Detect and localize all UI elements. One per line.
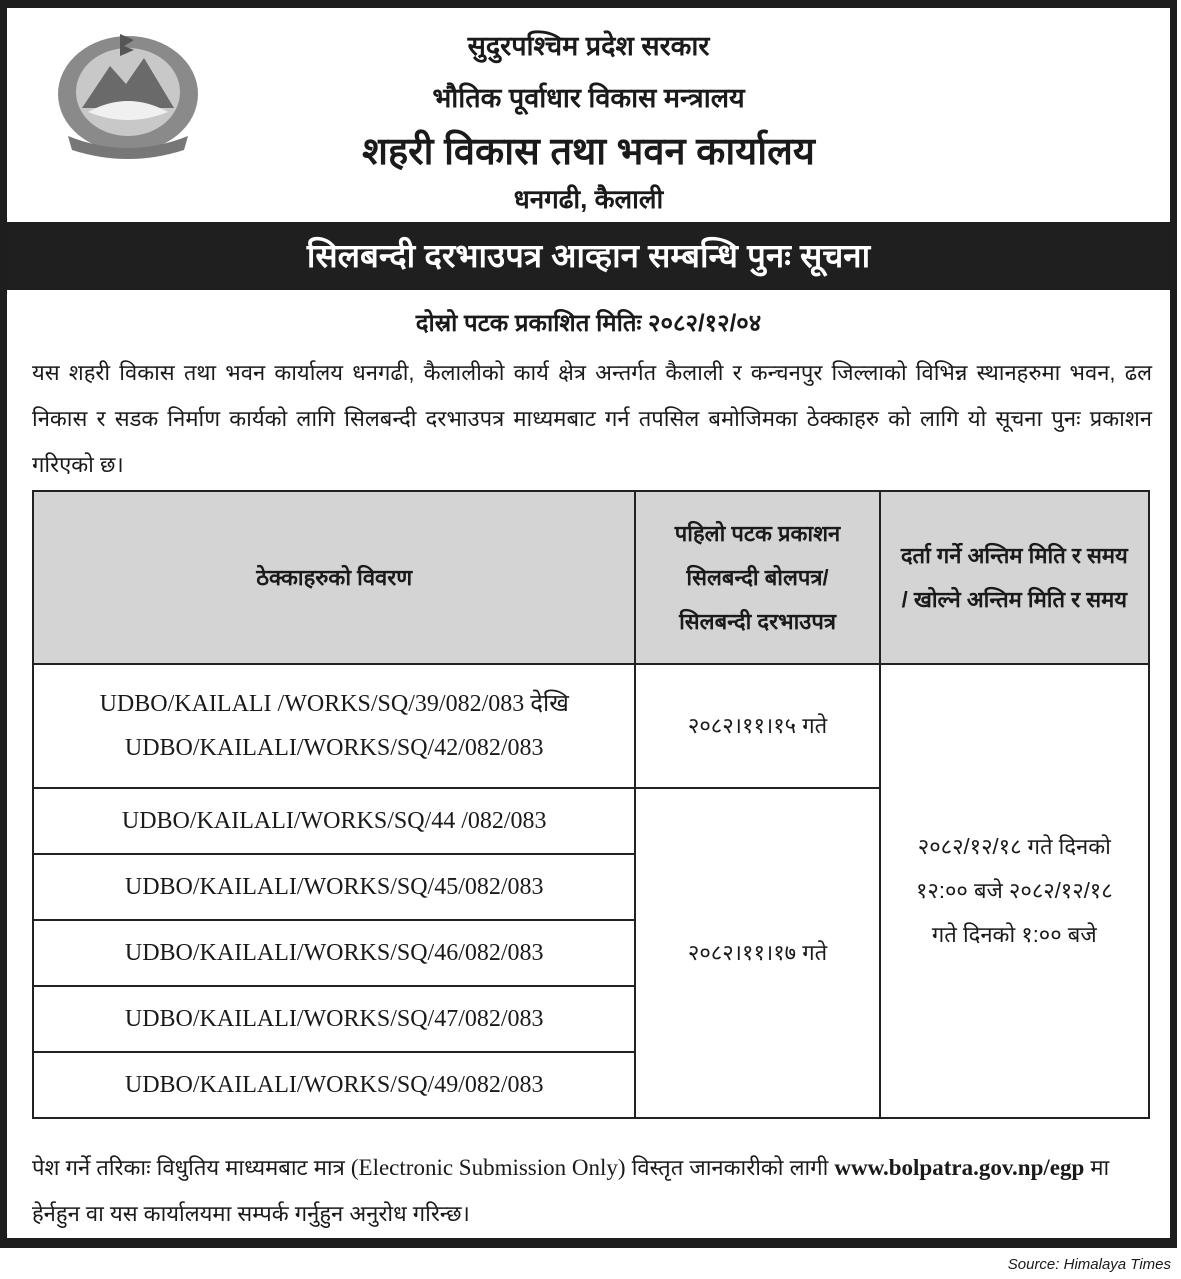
table-header-row (33, 491, 1149, 664)
government-name: सुदुरपश्चिम प्रदेश सरकार (467, 31, 710, 61)
first-publication-date: २०८२।११।१५ गते (635, 664, 879, 788)
contract-cell: UDBO/KAILALI/WORKS/SQ/46/082/083 (33, 920, 635, 986)
source-credit: Source: Himalaya Times (1007, 1256, 1171, 1273)
office-location: धनगढी, कैलाली (513, 184, 664, 214)
first-publication-date: २०८२।११।१७ गते (635, 788, 879, 1118)
office-name: शहरी विकास तथा भवन कार्यालय (362, 131, 815, 173)
publish-date: दोस्रो पटक प्रकाशित मितिः २०८२/१२/०४ (415, 310, 762, 337)
submission-method-english: (Electronic Submission Only) (350, 1155, 626, 1180)
contracts-table (32, 490, 1150, 1119)
notice-title: सिलबन्दी दरभाउपत्र आव्हान सम्बन्धि पुनः सूचना (7, 222, 1170, 290)
header-first-publication: पहिलो पटक प्रकाशन सिलबन्दी बोलपत्र/ सिलबन्दी दरभाउपत्र (635, 491, 879, 664)
intro-paragraph: यस शहरी विकास तथा भवन कार्यालय धनगढी, कैलालीको कार्य क्षेत्र अन्तर्गत कैलाली र कन्चनपुर जिल्लाको विभिन्न स्थानहरुमा भवन, ढल निकास र सडक निर्माण कार्यको लागि सिलबन्दी दरभाउपत्र माध्यमबाट गर्न तपसिल बमोजिमका ठेक्काहरु को लागि यो सूचना पुनः प्रकाशन गरिएको छ। (32, 360, 1152, 477)
bolpatra-link[interactable]: www.bolpatra.gov.np/egp (834, 1155, 1085, 1180)
request-text: मा हेर्नहुन वा यस कार्यालयमा सम्पर्क गर्नुहुन अनुरोध गरिन्छ। (32, 1155, 1110, 1226)
contract-cell: UDBO/KAILALI/WORKS/SQ/47/082/083 (33, 986, 635, 1052)
deadline-cell: २०८२/१२/१८ गते दिनको १२:०० बजे २०८२/१२/१८ गते दिनको १:०० बजे (880, 664, 1149, 1118)
submission-method: पेश गर्ने तरिकाः विधुतिय माध्यमबाट मात्र (32, 1155, 345, 1180)
contract-cell: UDBO/KAILALI/WORKS/SQ/45/082/083 (33, 854, 635, 920)
contract-cell: UDBO/KAILALI /WORKS/SQ/39/082/083 देखि UDBO/KAILALI/WORKS/SQ/42/082/083 (33, 664, 635, 788)
header-deadline: दर्ता गर्ने अन्तिम मिति र समय / खोल्ने अन्तिम मिति र समय (880, 491, 1149, 664)
header-contract-details: ठेक्काहरुको विवरण (33, 491, 635, 664)
details-text: विस्तृत जानकारीको लागी (631, 1155, 829, 1180)
contract-cell: UDBO/KAILALI/WORKS/SQ/49/082/083 (33, 1052, 635, 1118)
ministry-name: भौतिक पूर्वाधार विकास मन्त्रालय (432, 83, 745, 113)
submission-info (32, 1145, 1152, 1237)
contract-cell: UDBO/KAILALI/WORKS/SQ/44 /082/083 (33, 788, 635, 854)
table-row (33, 664, 1149, 788)
